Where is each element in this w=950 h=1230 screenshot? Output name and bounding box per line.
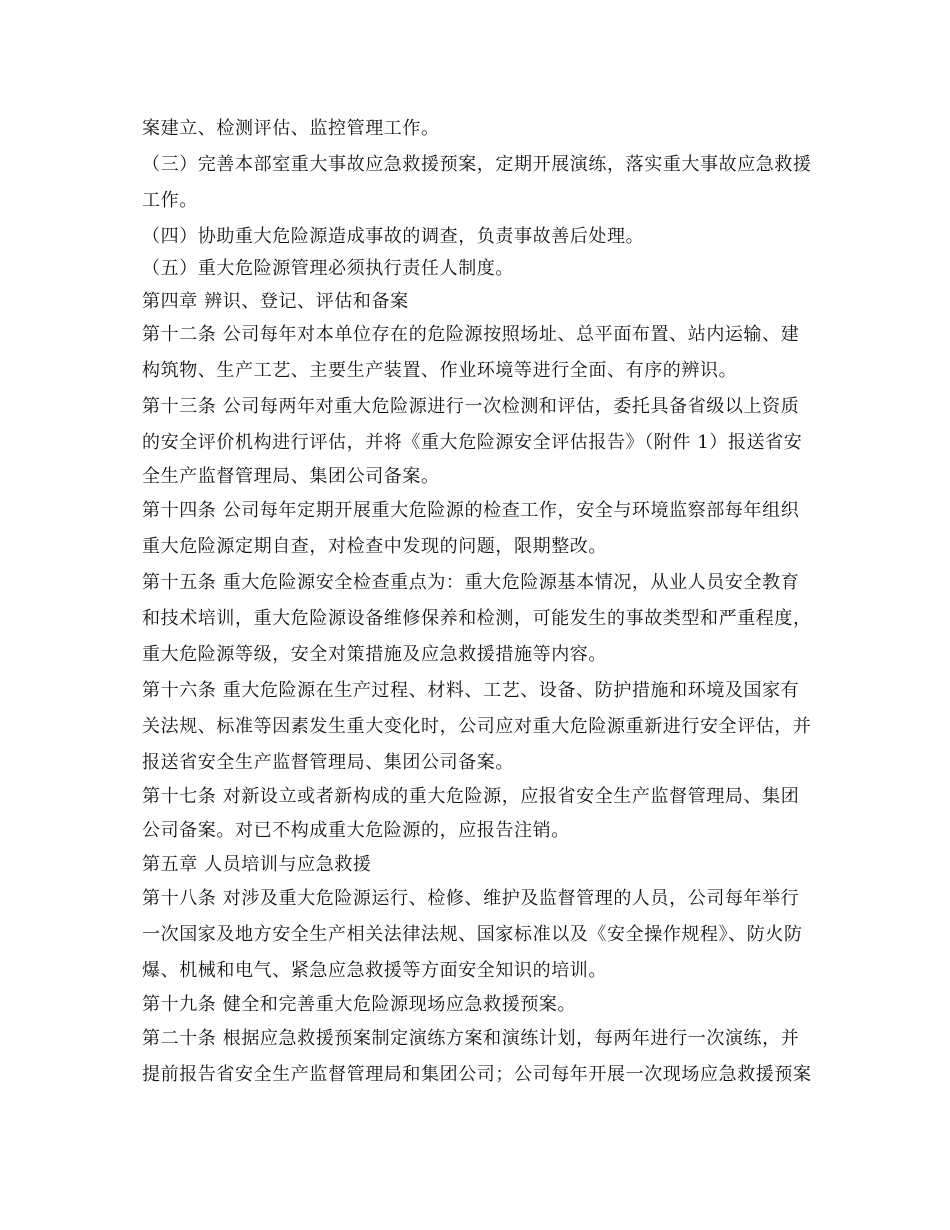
text-line: 第十八条 对涉及重大危险源运行、检修、维护及监督管理的人员，公司每年举行 [142, 888, 800, 909]
text-line: 的安全评价机构进行评估，并将《重大危险源安全评估报告》（附件 1）报送省安 [142, 432, 803, 453]
text-line: 关法规、标准等因素发生重大变化时，公司应对重大危险源重新进行安全评估，并 [142, 716, 812, 737]
text-line: 第十三条 公司每两年对重大危险源进行一次检测和评估，委托具备省级以上资质 [142, 396, 800, 417]
text-line: 全生产监督管理局、集团公司备案。 [142, 466, 440, 487]
text-line: 第十二条 公司每年对本单位存在的危险源按照场址、总平面布置、站内运输、建 [142, 324, 800, 345]
text-line: 报送省安全生产监督管理局、集团公司备案。 [142, 752, 514, 773]
chapter-heading: 第五章 人员培训与应急救援 [142, 854, 372, 875]
text-line: 第十七条 对新设立或者新构成的重大危险源，应报省安全生产监督管理局、集团 [142, 786, 800, 807]
text-line: （三）完善本部室重大事故应急救援预案，定期开展演练，落实重大事故应急救援 [142, 154, 812, 175]
text-line: 和技术培训，重大危险源设备维修保养和检测，可能发生的事故类型和严重程度， [142, 608, 812, 629]
text-line: 第二十条 根据应急救援预案制定演练方案和演练计划，每两年进行一次演练，并 [142, 1028, 800, 1049]
text-line: 重大危险源等级，安全对策措施及应急救援措施等内容。 [142, 644, 607, 665]
text-line: 第十六条 重大危险源在生产过程、材料、工艺、设备、防护措施和环境及国家有 [142, 680, 800, 701]
chapter-heading: 第四章 辨识、登记、评估和备案 [142, 291, 409, 312]
text-line: 公司备案。对已不构成重大危险源的，应报告注销。 [142, 820, 570, 841]
text-line: 第十四条 公司每年定期开展重大危险源的检查工作，安全与环境监察部每年组织 [142, 500, 800, 521]
text-line: 第十五条 重大危险源安全检查重点为：重大危险源基本情况，从业人员安全教育 [142, 572, 800, 593]
text-line: 提前报告省安全生产监督管理局和集团公司；公司每年开展一次现场应急救援预案 [142, 1064, 812, 1085]
text-line: 爆、机械和电气、紧急应急救援等方面安全知识的培训。 [142, 960, 607, 981]
text-line: 重大危险源定期自查，对检查中发现的问题，限期整改。 [142, 536, 607, 557]
text-line: （四）协助重大危险源造成事故的调查，负责事故善后处理。 [142, 226, 645, 247]
text-line: 构筑物、生产工艺、主要生产装置、作业环境等进行全面、有序的辨识。 [142, 360, 738, 381]
text-line: 一次国家及地方安全生产相关法律法规、国家标准以及《安全操作规程》、防火防 [142, 924, 803, 945]
text-line: 工作。 [142, 190, 198, 211]
text-line: （五）重大危险源管理必须执行责任人制度。 [142, 258, 514, 279]
text-line: 案建立、检测评估、监控管理工作。 [142, 118, 440, 139]
text-line: 第十九条 健全和完善重大危险源现场应急救援预案。 [142, 994, 577, 1015]
